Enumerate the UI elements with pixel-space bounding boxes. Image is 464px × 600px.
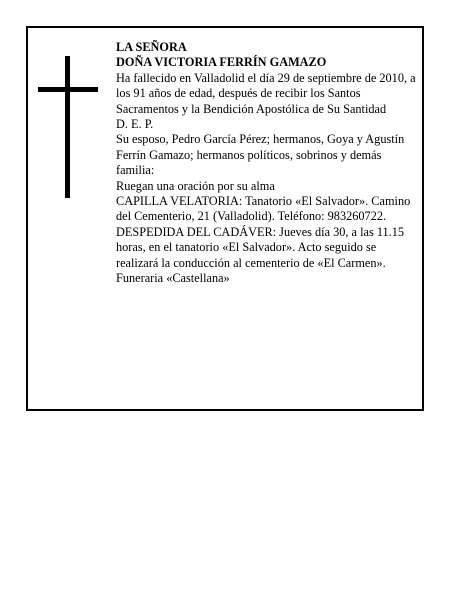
deceased-name: DOÑA VICTORIA FERRÍN GAMAZO xyxy=(116,55,327,70)
family-list: Su esposo, Pedro García Pérez; hermanos, Goya y Agustín Ferrín Gamazo; hermanos políticos, sobrinos y demás familia: xyxy=(116,132,405,178)
chapel-info: CAPILLA VELATORIA: Tanatorio «El Salvador». Camino del Cementerio, 21 (Valladolid). Teléfono: 983260722. xyxy=(116,194,411,224)
obituary-notice xyxy=(26,26,424,411)
cross-vertical-bar xyxy=(65,56,70,198)
prayer-request: Ruegan una oración por su alma xyxy=(116,178,275,193)
cross-horizontal-bar xyxy=(38,87,98,92)
rip-abbreviation: D. E. P. xyxy=(116,117,154,132)
cross-icon xyxy=(38,56,98,198)
farewell-info: DESPEDIDA DEL CADÁVER: Jueves día 30, a las 11.15 horas, en el tanatorio «El Salvador». Acto seguido se realizará la conducción al cementerio de «El Carmen». xyxy=(116,224,405,270)
death-statement: Ha fallecido en Valladolid el día 29 de septiembre de 2010, a los 91 años de edad, después de recibir los Santos Sacramentos y la Bendición Apostólica de Su Santidad xyxy=(116,70,416,116)
notice-title-line1: LA SEÑORA xyxy=(116,40,187,54)
notice-text xyxy=(116,40,416,287)
funeral-home: Funeraria «Castellana» xyxy=(116,271,230,286)
